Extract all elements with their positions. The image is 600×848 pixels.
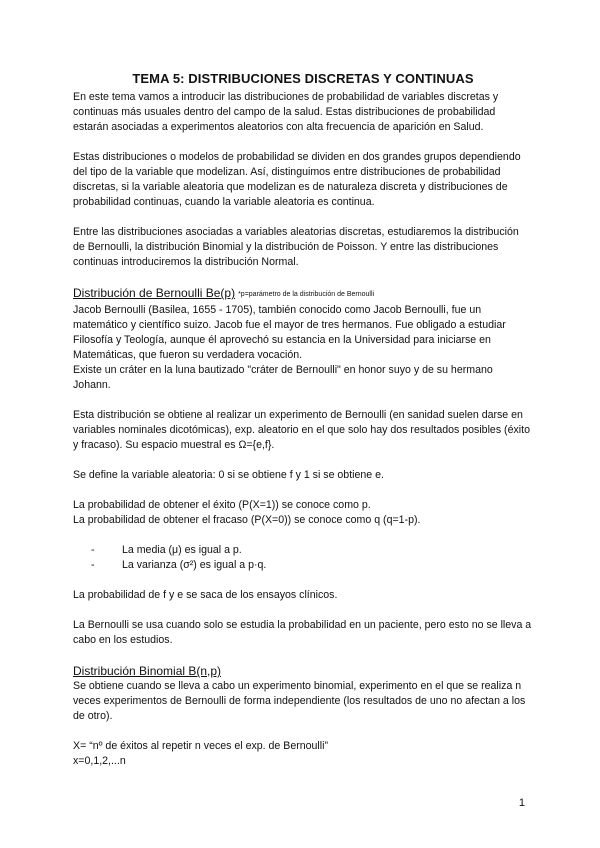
binomial-definition: Se obtiene cuando se lleva a cabo un experimento binomial, experimento en el que se realiza n veces experimentos de Bernoulli de forma independiente (los resultados de uno no afectan a los de otro). bbox=[73, 680, 526, 722]
bernoulli-properties-list bbox=[73, 543, 533, 573]
prob-success: La probabilidad de obtener el éxito (P(X=1)) se conoce como p. bbox=[73, 499, 371, 511]
prob-failure: La probabilidad de obtener el fracaso (P(X=0)) se conoce como q (q=1-p). bbox=[73, 514, 421, 526]
list-item-mean bbox=[91, 543, 533, 558]
bernoulli-crater: Existe un cráter en la luna bautizado "cráter de Bernoulli" en honor suyo y de su hermano Johann. bbox=[73, 364, 493, 391]
binomial-title: Distribución Binomial B(n,p) bbox=[73, 664, 222, 678]
bullet-dash: - bbox=[91, 559, 95, 571]
variance-text: La varianza (σ²) es igual a p·q. bbox=[122, 559, 267, 571]
bernoulli-heading bbox=[73, 285, 533, 303]
list-item-variance bbox=[91, 558, 533, 573]
page-content bbox=[73, 71, 533, 769]
usage-paragraph: La Bernoulli se usa cuando solo se estudia la probabilidad en un paciente, pero esto no se lleva a cabo en los estudios. bbox=[73, 619, 532, 646]
page-title: TEMA 5: DISTRIBUCIONES DISCRETAS Y CONTINUAS bbox=[132, 71, 474, 86]
bernoulli-title: Distribución de Bernoulli Be(p) bbox=[73, 286, 236, 300]
intro-paragraph-2: Estas distribuciones o modelos de probabilidad se dividen en dos grandes grupos dependiendo del tipo de la variable que modelizan. Así, distinguimos entre distribuciones de probabilidad discretas, si la variable aleatoria que modelizan es de naturaleza discreta y distribuciones de probabilidad continuas, cuando la variable aleatoria es continua. bbox=[73, 151, 521, 208]
intro-paragraph-3: Entre las distribuciones asociadas a variables aleatorias discretas, estudiaremos la distribución de Bernoulli, la distribución Binomial y la distribución de Poisson. Y entre las distribuciones continuas introduciremos la distribución Normal. bbox=[73, 226, 519, 268]
page-number: 1 bbox=[518, 797, 525, 809]
intro-paragraph-1: En este tema vamos a introducir las distribuciones de probabilidad de variables discretas y continuas más usuales dentro del campo de la salud. Estas distribuciones de probabilidad estarán asociadas a experimentos aleatorios con alta frecuencia de aparición en Salud. bbox=[73, 91, 499, 133]
mean-text: La media (μ) es igual a p. bbox=[122, 544, 242, 556]
binomial-heading bbox=[73, 663, 533, 679]
bullet-dash: - bbox=[91, 544, 95, 556]
trials-paragraph: La probabilidad de f y e se saca de los ensayos clínicos. bbox=[73, 589, 338, 601]
binomial-variable: X= “nº de éxitos al repetir n veces el exp. de Bernoulli” bbox=[73, 740, 329, 752]
bernoulli-note: *p=parámetro de la distribución de Bernoulli bbox=[238, 291, 375, 298]
bernoulli-variable: Se define la variable aleatoria: 0 si se obtiene f y 1 si se obtiene e. bbox=[73, 469, 384, 481]
binomial-values: x=0,1,2,...n bbox=[73, 755, 126, 767]
bernoulli-definition: Esta distribución se obtiene al realizar un experimento de Bernoulli (en sanidad suelen darse en variables nominales dicotómicas), exp. aleatorio en el que solo hay dos resultados posibles (éxito y fracaso). Su espacio muestral es Ω={e,f}. bbox=[73, 409, 530, 451]
bernoulli-bio: Jacob Bernoulli (Basilea, 1655 - 1705), también conocido como Jacob Bernoulli, fue un matemático y científico suizo. Jacob fue el mayor de tres hermanos. Fue obligado a estudiar Filosofía y Teología, aunque él aprovechó su estancia en la Universidad para iniciarse en Matemáticas, que fueron su verdadera vocación. bbox=[73, 304, 506, 361]
